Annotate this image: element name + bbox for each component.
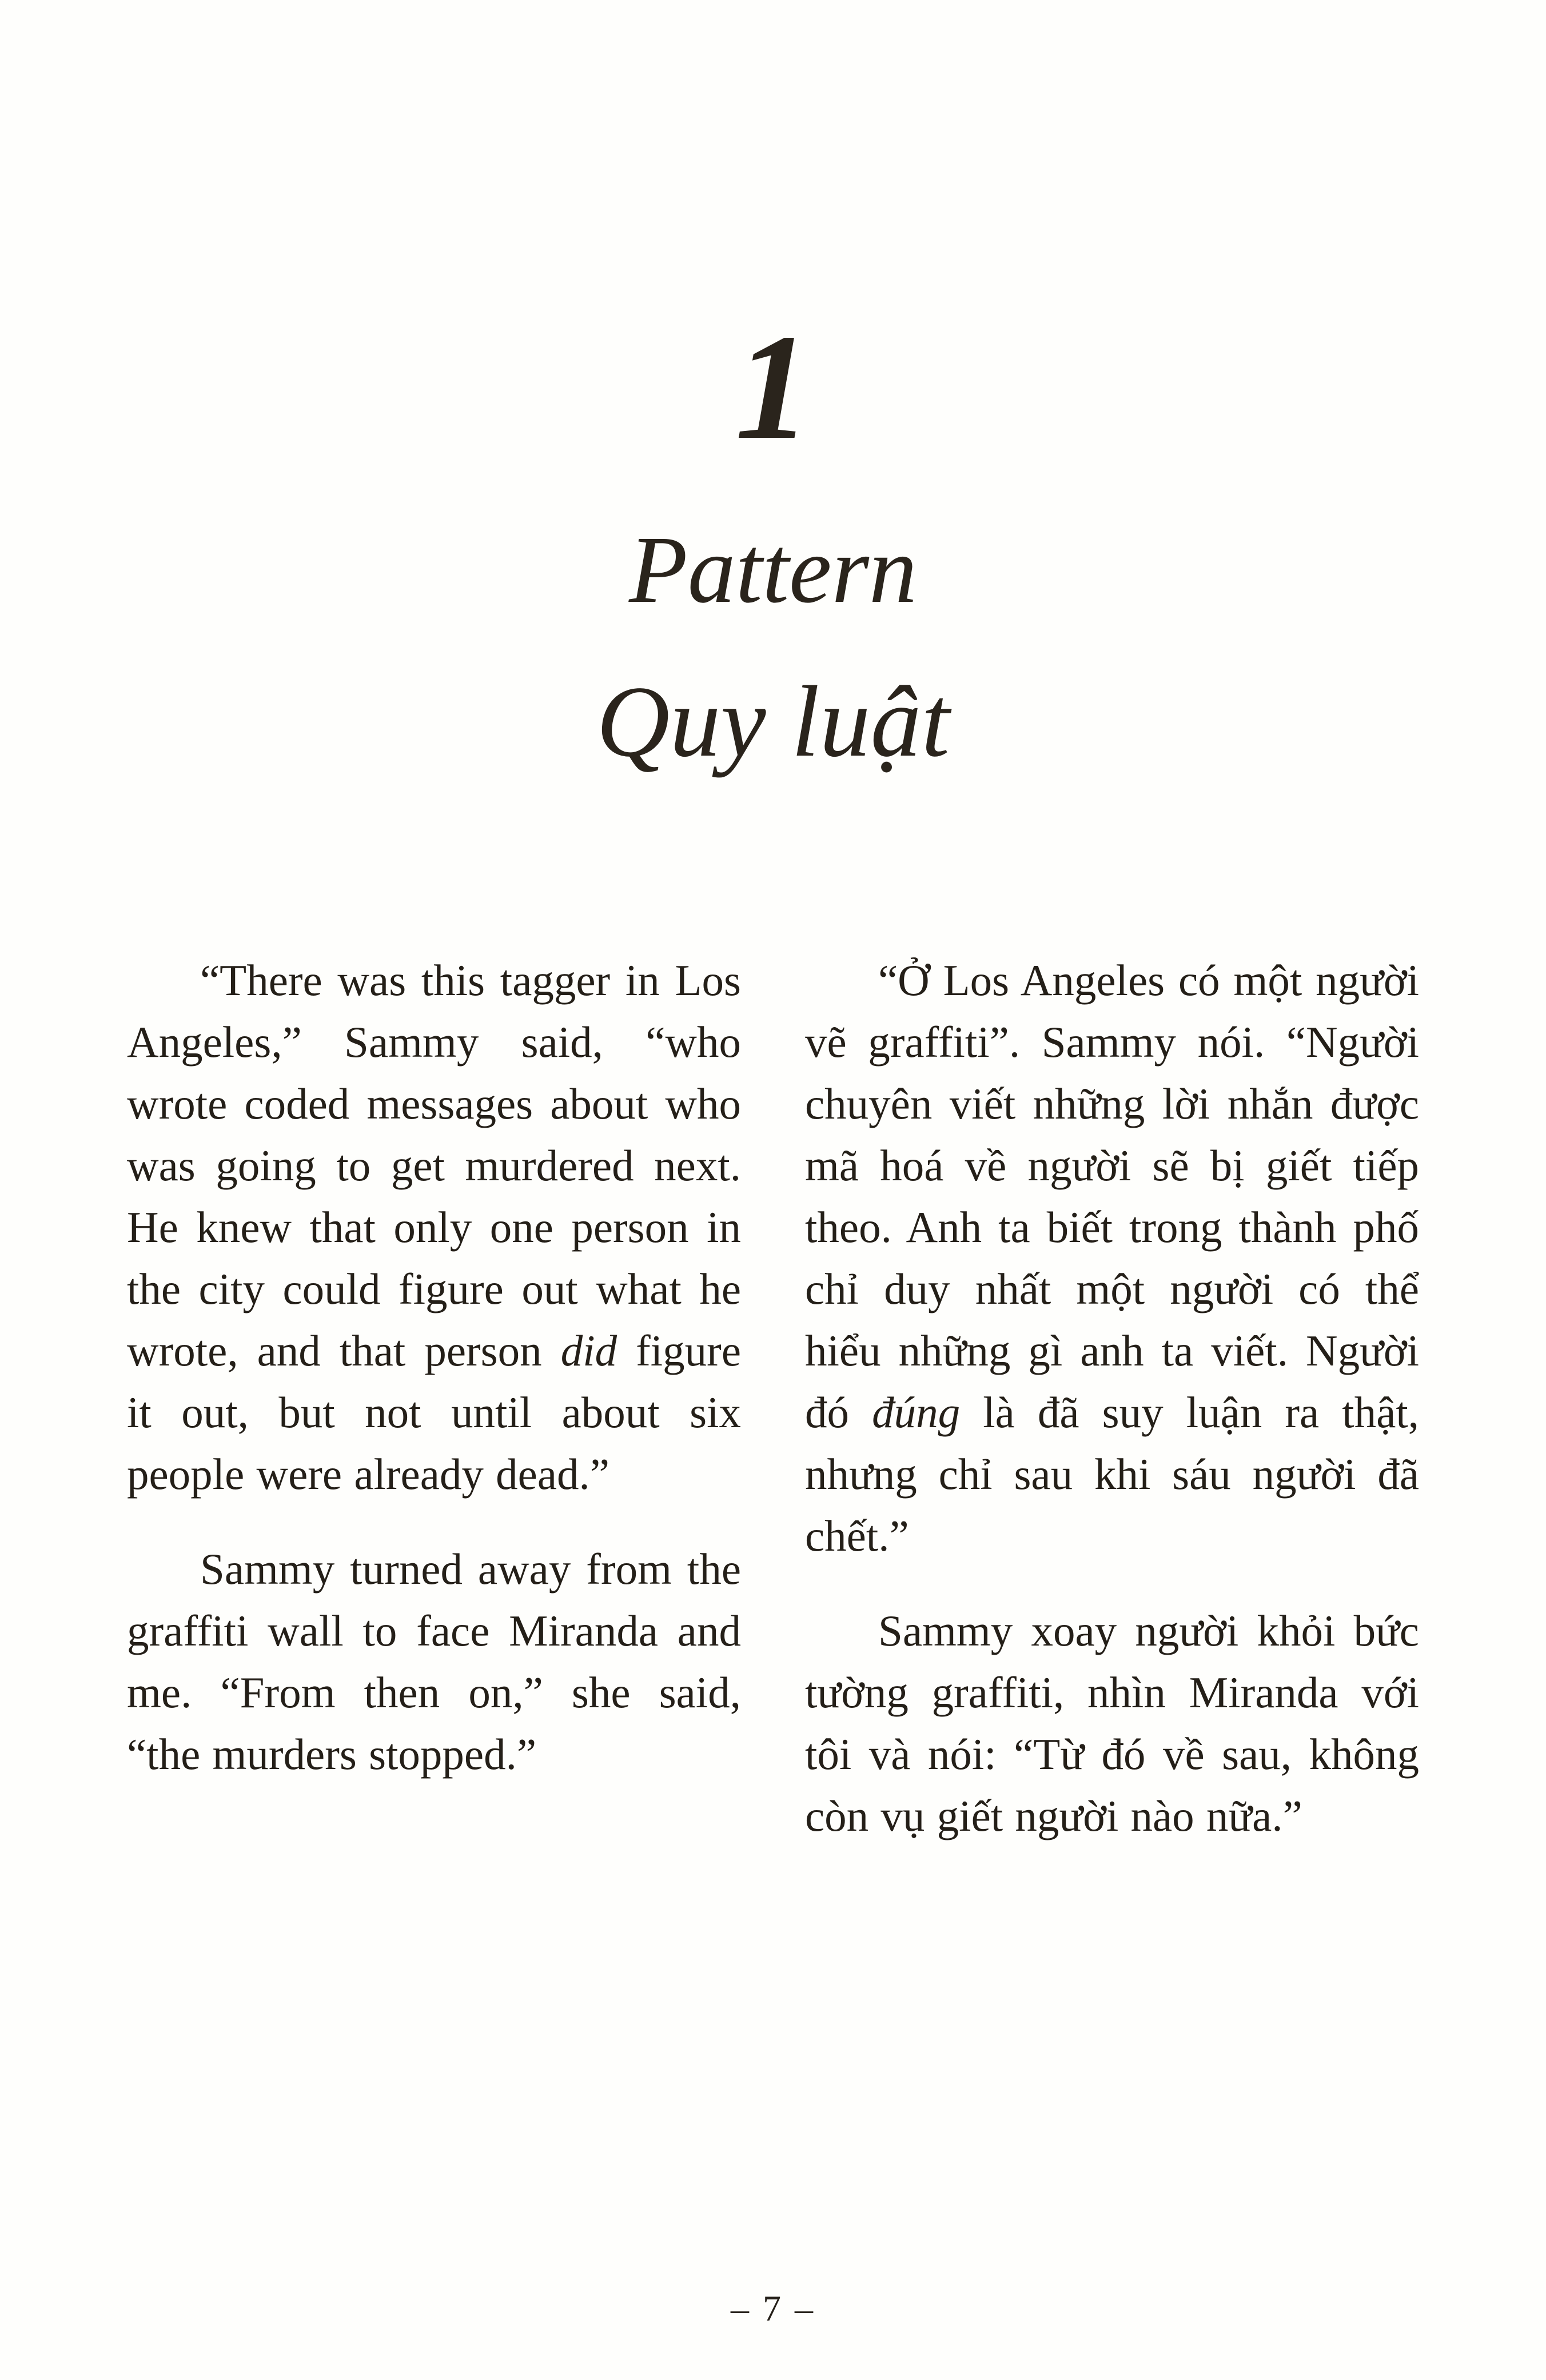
english-column [127, 949, 741, 1880]
paragraph [805, 1600, 1419, 1847]
vietnamese-column [805, 949, 1419, 1880]
text-segment: Sammy xoay người khỏi bức tường graffiti, nhìn Miranda với tôi và nói: “Từ đó về sau, không còn vụ giết người nào nữa.” [805, 1606, 1419, 1840]
chapter-number: 1 [735, 304, 811, 471]
text-segment: Sammy turned away from the graffiti wall to face Miranda and me. “From then on,” she said, “the murders stopped.” [127, 1544, 741, 1779]
text-segment: “There was this tagger in Los Angeles,” Sammy said, “who wrote coded messages about who was going to get murdered next. He knew that only one person in the city could figure out what he wrote, and that person [127, 955, 741, 1375]
chapter-title-vietnamese: Quy luật [596, 664, 950, 778]
text-segment: “Ở Los Angeles có một người vẽ graffiti”. Sammy nói. “Người chuyên viết những lời nhắn được mã hoá về người sẽ bị giết tiếp theo. Anh ta biết trong thành phố chỉ duy nhất một người có thể hiểu những gì anh ta viết. Người đó [805, 955, 1419, 1437]
text-segment: là đã suy luận ra thật, nhưng chỉ sau khi sáu người đã chết.” [805, 1387, 1420, 1560]
text-columns [0, 949, 1546, 1880]
page-number: – 7 – [731, 2288, 815, 2329]
paragraph [127, 1538, 741, 1785]
chapter-title-english: Pattern [629, 517, 917, 623]
paragraph [805, 949, 1419, 1567]
text-segment: did [560, 1325, 617, 1375]
paragraph [127, 949, 741, 1505]
text-segment: đúng [872, 1387, 961, 1437]
text-segment: figure it out, but not until about six people were already dead.” [127, 1325, 741, 1499]
